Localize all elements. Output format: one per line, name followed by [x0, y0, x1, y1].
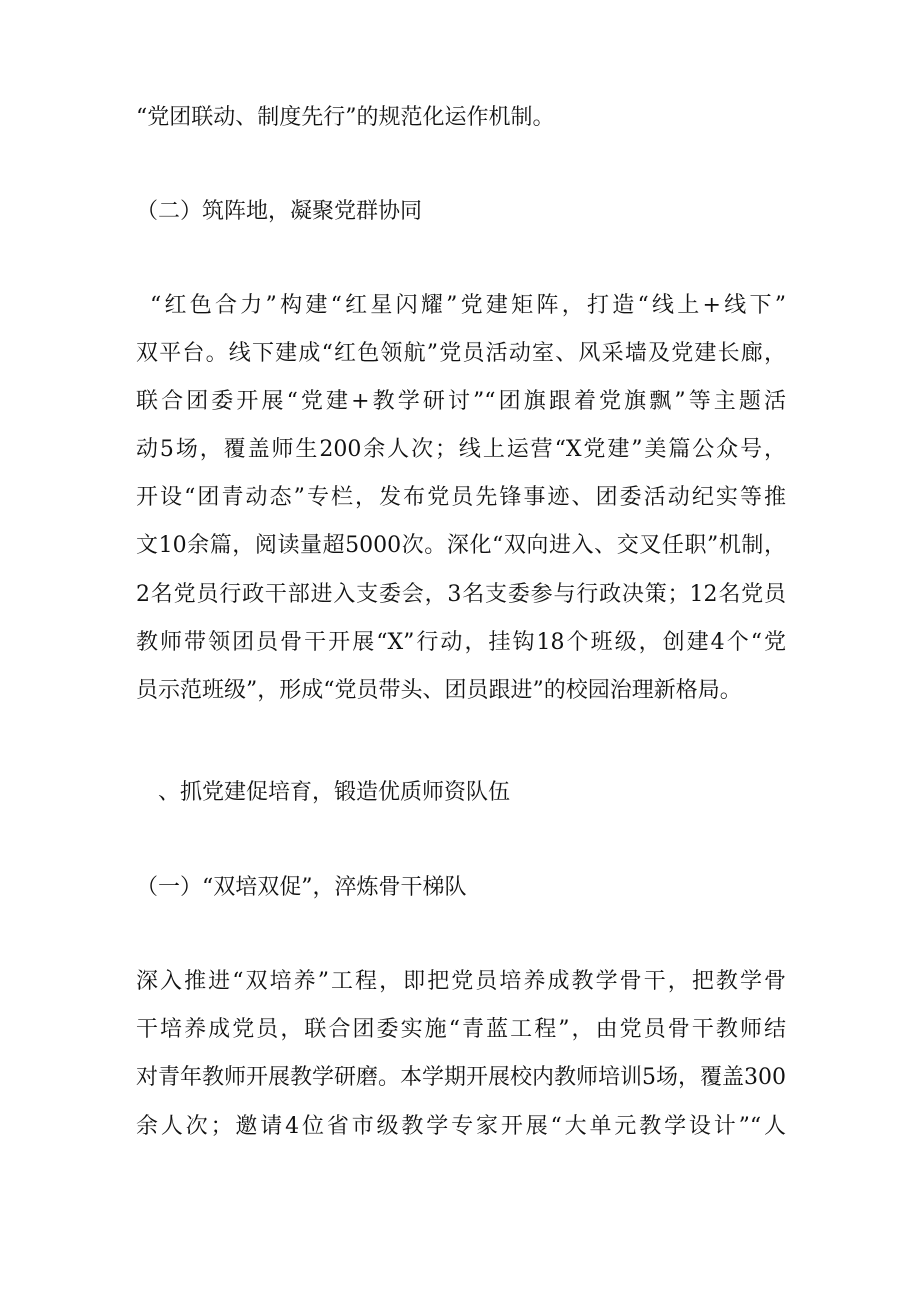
paragraph-line: 双平台。线下建成“红色领航”党员活动室、风采墙及党建长廊， — [136, 341, 786, 366]
paragraph-line: “红色合力”构建“红星闪耀”党建矩阵，打造“线上+线下” — [150, 293, 786, 318]
paragraph-line: 员示范班级”，形成“党员带头、团员跟进”的校园治理新格局。 — [136, 678, 742, 703]
section-heading-2: （二）筑阵地，凝聚党群协同 — [136, 199, 423, 224]
paragraph-line: 动5场，覆盖师生200余人次；线上运营“X党建”美篇公众号， — [136, 437, 786, 462]
paragraph-line: 对青年教师开展教学研磨。本学期开展校内教师培训5场，覆盖300 — [136, 1065, 786, 1090]
paragraph-line: 联合团委开展“党建+教学研讨”“团旗跟着党旗飘”等主题活 — [136, 389, 786, 414]
section-heading-1: （一）“双培双促”，淬炼骨干梯队 — [136, 875, 467, 900]
paragraph-line: 教师带领团员骨干开展“X”行动，挂钩18个班级，创建4个“党 — [136, 630, 786, 655]
paragraph-line: 深入推进“双培养”工程，即把党员培养成教学骨干，把教学骨 — [136, 969, 786, 994]
paragraph-line: 干培养成党员，联合团委实施“青蓝工程”，由党员骨干教师结 — [136, 1017, 786, 1042]
section-heading-main: 、抓党建促培育，锻造优质师资队伍 — [158, 780, 511, 805]
paragraph-line: 余人次；邀请4位省市级教学专家开展“大单元教学设计”“人 — [136, 1114, 786, 1139]
continued-line: “党团联动、制度先行”的规范化运作机制。 — [136, 105, 555, 130]
paragraph-line: 开设“团青动态”专栏，发布党员先锋事迹、团委活动纪实等推 — [136, 485, 786, 510]
paragraph-line: 2名党员行政干部进入支委会，3名支委参与行政决策；12名党员 — [136, 582, 786, 607]
paragraph-line: 文10余篇，阅读量超5000次。深化“双向进入、交叉任职”机制， — [136, 533, 786, 558]
